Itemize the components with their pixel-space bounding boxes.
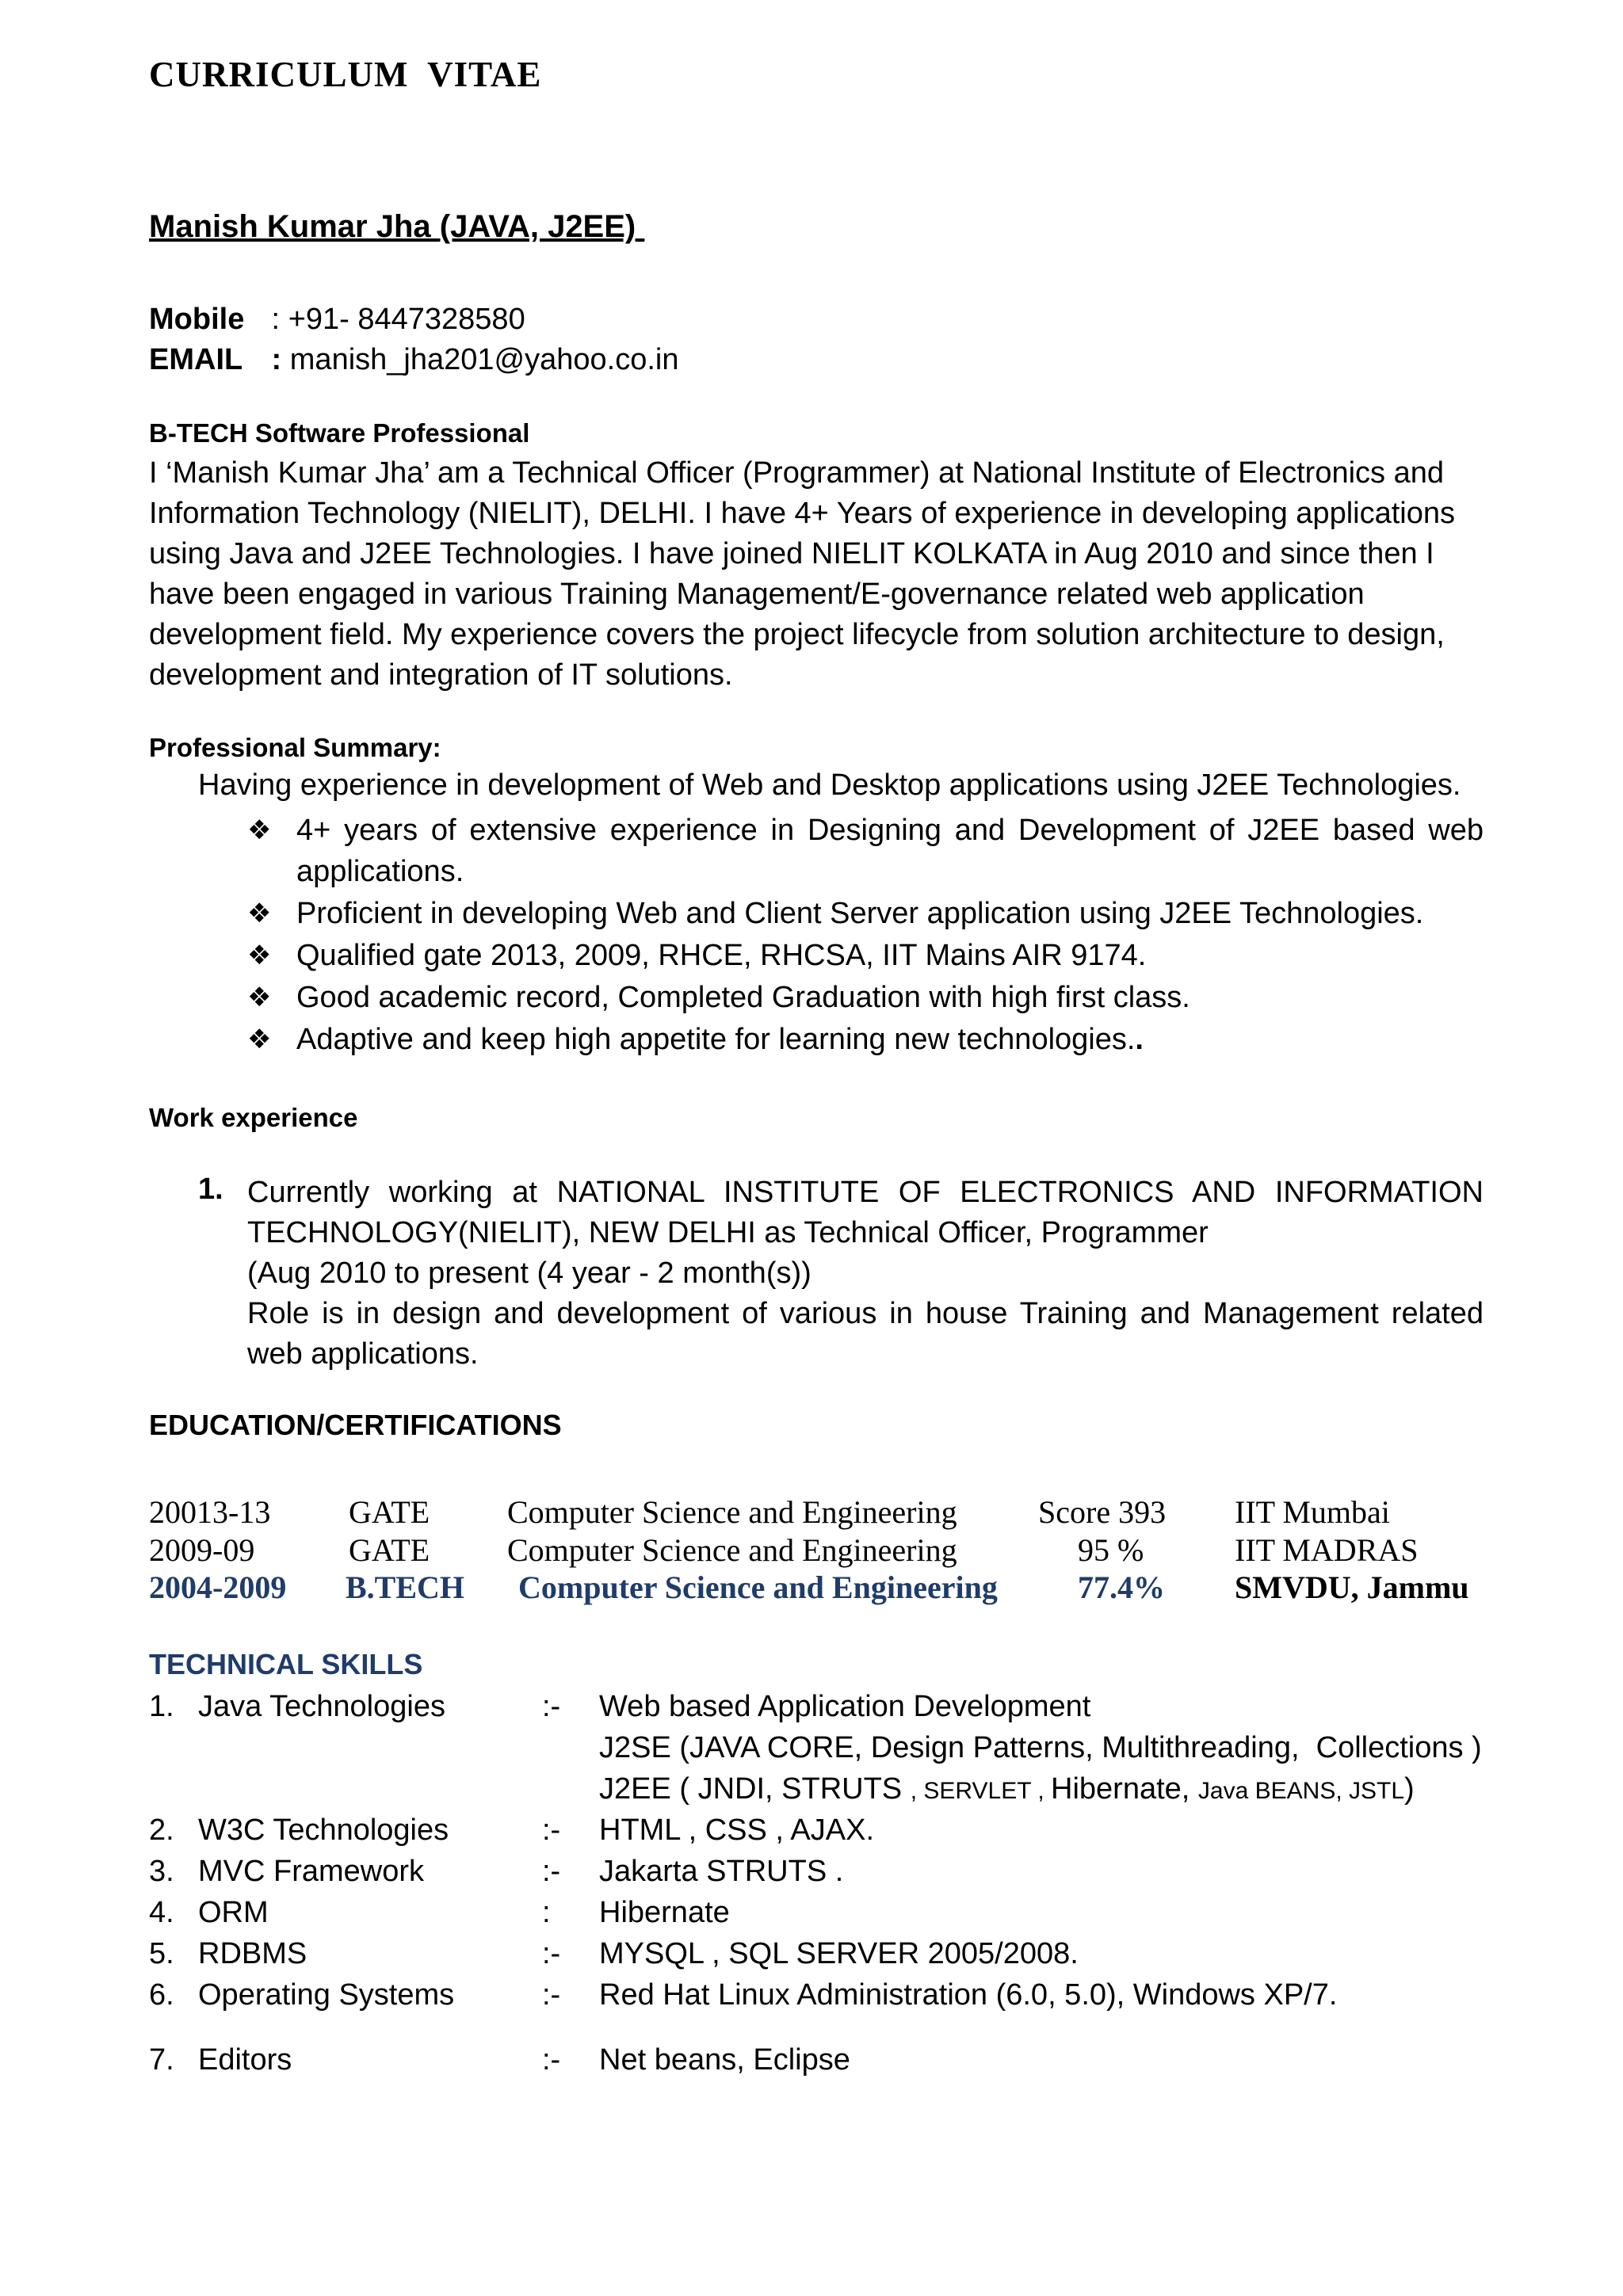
list-item	[247, 810, 1484, 892]
edu-score: 95 %	[1078, 1532, 1144, 1568]
skill-value: Hibernate	[599, 1896, 730, 1929]
edu-exam: GATE	[349, 1532, 430, 1568]
work-item-number: 1.	[198, 1173, 223, 1206]
skill-value-part: Hibernate,	[1051, 1772, 1198, 1806]
summary-lead: Having experience in development of Web and Desktop applications using J2EE Technologies.	[198, 769, 1461, 802]
mobile-label: Mobile	[149, 303, 245, 336]
list-item	[247, 893, 1484, 934]
edu-year: 20013-13	[149, 1494, 271, 1530]
edu-institute: SMVDU, Jammu	[1235, 1569, 1469, 1605]
list-item	[247, 935, 1484, 976]
edu-institute: IIT MADRAS	[1235, 1532, 1419, 1568]
skill-value: Red Hat Linux Administration (6.0, 5.0), Windows XP/7.	[599, 1978, 1338, 2012]
skill-value-part: , SERVLET ,	[910, 1778, 1052, 1804]
skill-number: 1.	[149, 1690, 174, 1723]
profile-heading: B-TECH Software Professional	[149, 418, 530, 448]
email-label: EMAIL	[149, 343, 243, 376]
contact-mobile	[149, 303, 525, 337]
work-heading: Work experience	[149, 1103, 358, 1132]
skill-name: MVC Framework	[198, 1855, 425, 1888]
edu-exam: GATE	[349, 1494, 430, 1530]
work-item	[247, 1173, 1484, 1375]
skill-separator: :-	[542, 1855, 561, 1888]
bullet-text: Qualified gate 2013, 2009, RHCE, RHCSA, IIT Mains AIR 9174.	[296, 939, 1147, 972]
edu-institute: IIT Mumbai	[1235, 1494, 1390, 1530]
bullet-text: Good academic record, Completed Graduation with high first class.	[296, 981, 1190, 1014]
skill-number: 2.	[149, 1814, 174, 1847]
skill-number: 6.	[149, 1978, 174, 2012]
skill-value-part: J2EE ( JNDI, STRUTS	[599, 1772, 911, 1806]
edu-score: 77.4%	[1078, 1569, 1165, 1605]
edu-field: Computer Science and Engineering	[518, 1569, 998, 1605]
skill-name: RDBMS	[198, 1937, 307, 1970]
email-value: manish_jha201@yahoo.co.in	[289, 343, 679, 376]
edu-year: 2004-2009	[149, 1569, 287, 1605]
skill-separator: :-	[542, 1814, 561, 1847]
skill-value: HTML , CSS , AJAX.	[599, 1814, 875, 1847]
work-line-1: Currently working at NATIONAL INSTITUTE OF ELECTRONICS AND INFORMATION	[247, 1176, 1484, 1209]
skill-number: 7.	[149, 2043, 174, 2077]
work-role: Role is in design and development of various in house Training and Management related web applications.	[247, 1297, 1484, 1371]
summary-heading: Professional Summary:	[149, 733, 441, 762]
diamond-bullet-icon: ❖	[247, 898, 272, 929]
work-duration: (Aug 2010 to present (4 year - 2 month(s))	[247, 1257, 812, 1290]
skill-name: Operating Systems	[198, 1978, 455, 2012]
candidate-name-heading: Manish Kumar Jha (JAVA, J2EE)	[149, 209, 645, 244]
table-row	[149, 1569, 1496, 1607]
skill-number: 5.	[149, 1937, 174, 1970]
diamond-bullet-icon: ❖	[247, 1024, 272, 1055]
mobile-separator: :	[263, 303, 288, 336]
bullet-text: 4+ years of extensive experience in Designing and Development of J2EE based web applications.	[296, 814, 1484, 888]
work-line-2: TECHNOLOGY(NIELIT), NEW DELHI as Technical Officer, Programmer	[247, 1216, 1209, 1249]
edu-field: Computer Science and Engineering	[507, 1494, 957, 1530]
skill-value: Web based Application Development	[599, 1690, 1091, 1723]
diamond-bullet-icon: ❖	[247, 940, 272, 971]
skill-number: 3.	[149, 1855, 174, 1888]
skill-value-part: )	[1404, 1772, 1415, 1806]
edu-field: Computer Science and Engineering	[507, 1532, 957, 1568]
edu-exam: B.TECH	[346, 1569, 465, 1605]
edu-score: Score 393	[1038, 1494, 1167, 1530]
skill-separator: :-	[542, 1937, 561, 1970]
list-item	[247, 977, 1484, 1018]
contact-email	[149, 343, 678, 377]
skill-value: MYSQL , SQL SERVER 2005/2008.	[599, 1937, 1079, 1970]
skill-separator: :-	[542, 1690, 561, 1723]
skill-value	[599, 1768, 1415, 1812]
trailing-period: .	[1135, 1023, 1144, 1056]
skill-name: ORM	[198, 1896, 269, 1929]
table-row	[149, 1493, 1496, 1531]
education-heading: EDUCATION/CERTIFICATIONS	[149, 1409, 562, 1441]
email-separator: :	[263, 343, 290, 376]
skill-value: Jakarta STRUTS .	[599, 1855, 844, 1888]
list-item	[247, 1019, 1484, 1060]
table-row	[149, 1531, 1496, 1569]
skills-heading: TECHNICAL SKILLS	[149, 1648, 423, 1680]
skill-number: 4.	[149, 1896, 174, 1929]
diamond-bullet-icon: ❖	[247, 815, 272, 845]
bullet-text: Proficient in developing Web and Client Server application using J2EE Technologies.	[296, 897, 1424, 930]
skill-separator: :	[542, 1896, 551, 1929]
skill-separator: :-	[542, 1978, 561, 2012]
mobile-value: +91- 8447328580	[288, 303, 525, 336]
document-title: CURRICULUM VITAE	[149, 55, 542, 94]
skill-name: Java Technologies	[198, 1690, 445, 1723]
skill-name: Editors	[198, 2043, 292, 2077]
skill-value: Net beans, Eclipse	[599, 2043, 850, 2077]
skill-value: J2SE (JAVA CORE, Design Patterns, Multithreading, Collections )	[599, 1731, 1482, 1764]
profile-paragraph: I ‘Manish Kumar Jha’ am a Technical Officer (Programmer) at National Institute of Electronics and Information Technology (NIELIT), DELHI. I have 4+ Years of experience in developing applications using Java and J2EE Technologies. I have joined NIELIT KOLKATA in Aug 2010 and since then I have been engaged in various Training Management/E-governance related web application development field. My experience covers the project lifecycle from solution architecture to design, development and integration of IT solutions.	[149, 456, 1455, 692]
bullet-text: Adaptive and keep high appetite for learning new technologies.	[296, 1023, 1136, 1056]
diamond-bullet-icon: ❖	[247, 982, 272, 1013]
skill-name: W3C Technologies	[198, 1814, 449, 1847]
skill-separator: :-	[542, 2043, 561, 2077]
skill-value-part: Java BEANS, JSTL	[1197, 1778, 1405, 1804]
summary-bullet-list	[247, 810, 1484, 1061]
edu-year: 2009-09	[149, 1532, 255, 1568]
